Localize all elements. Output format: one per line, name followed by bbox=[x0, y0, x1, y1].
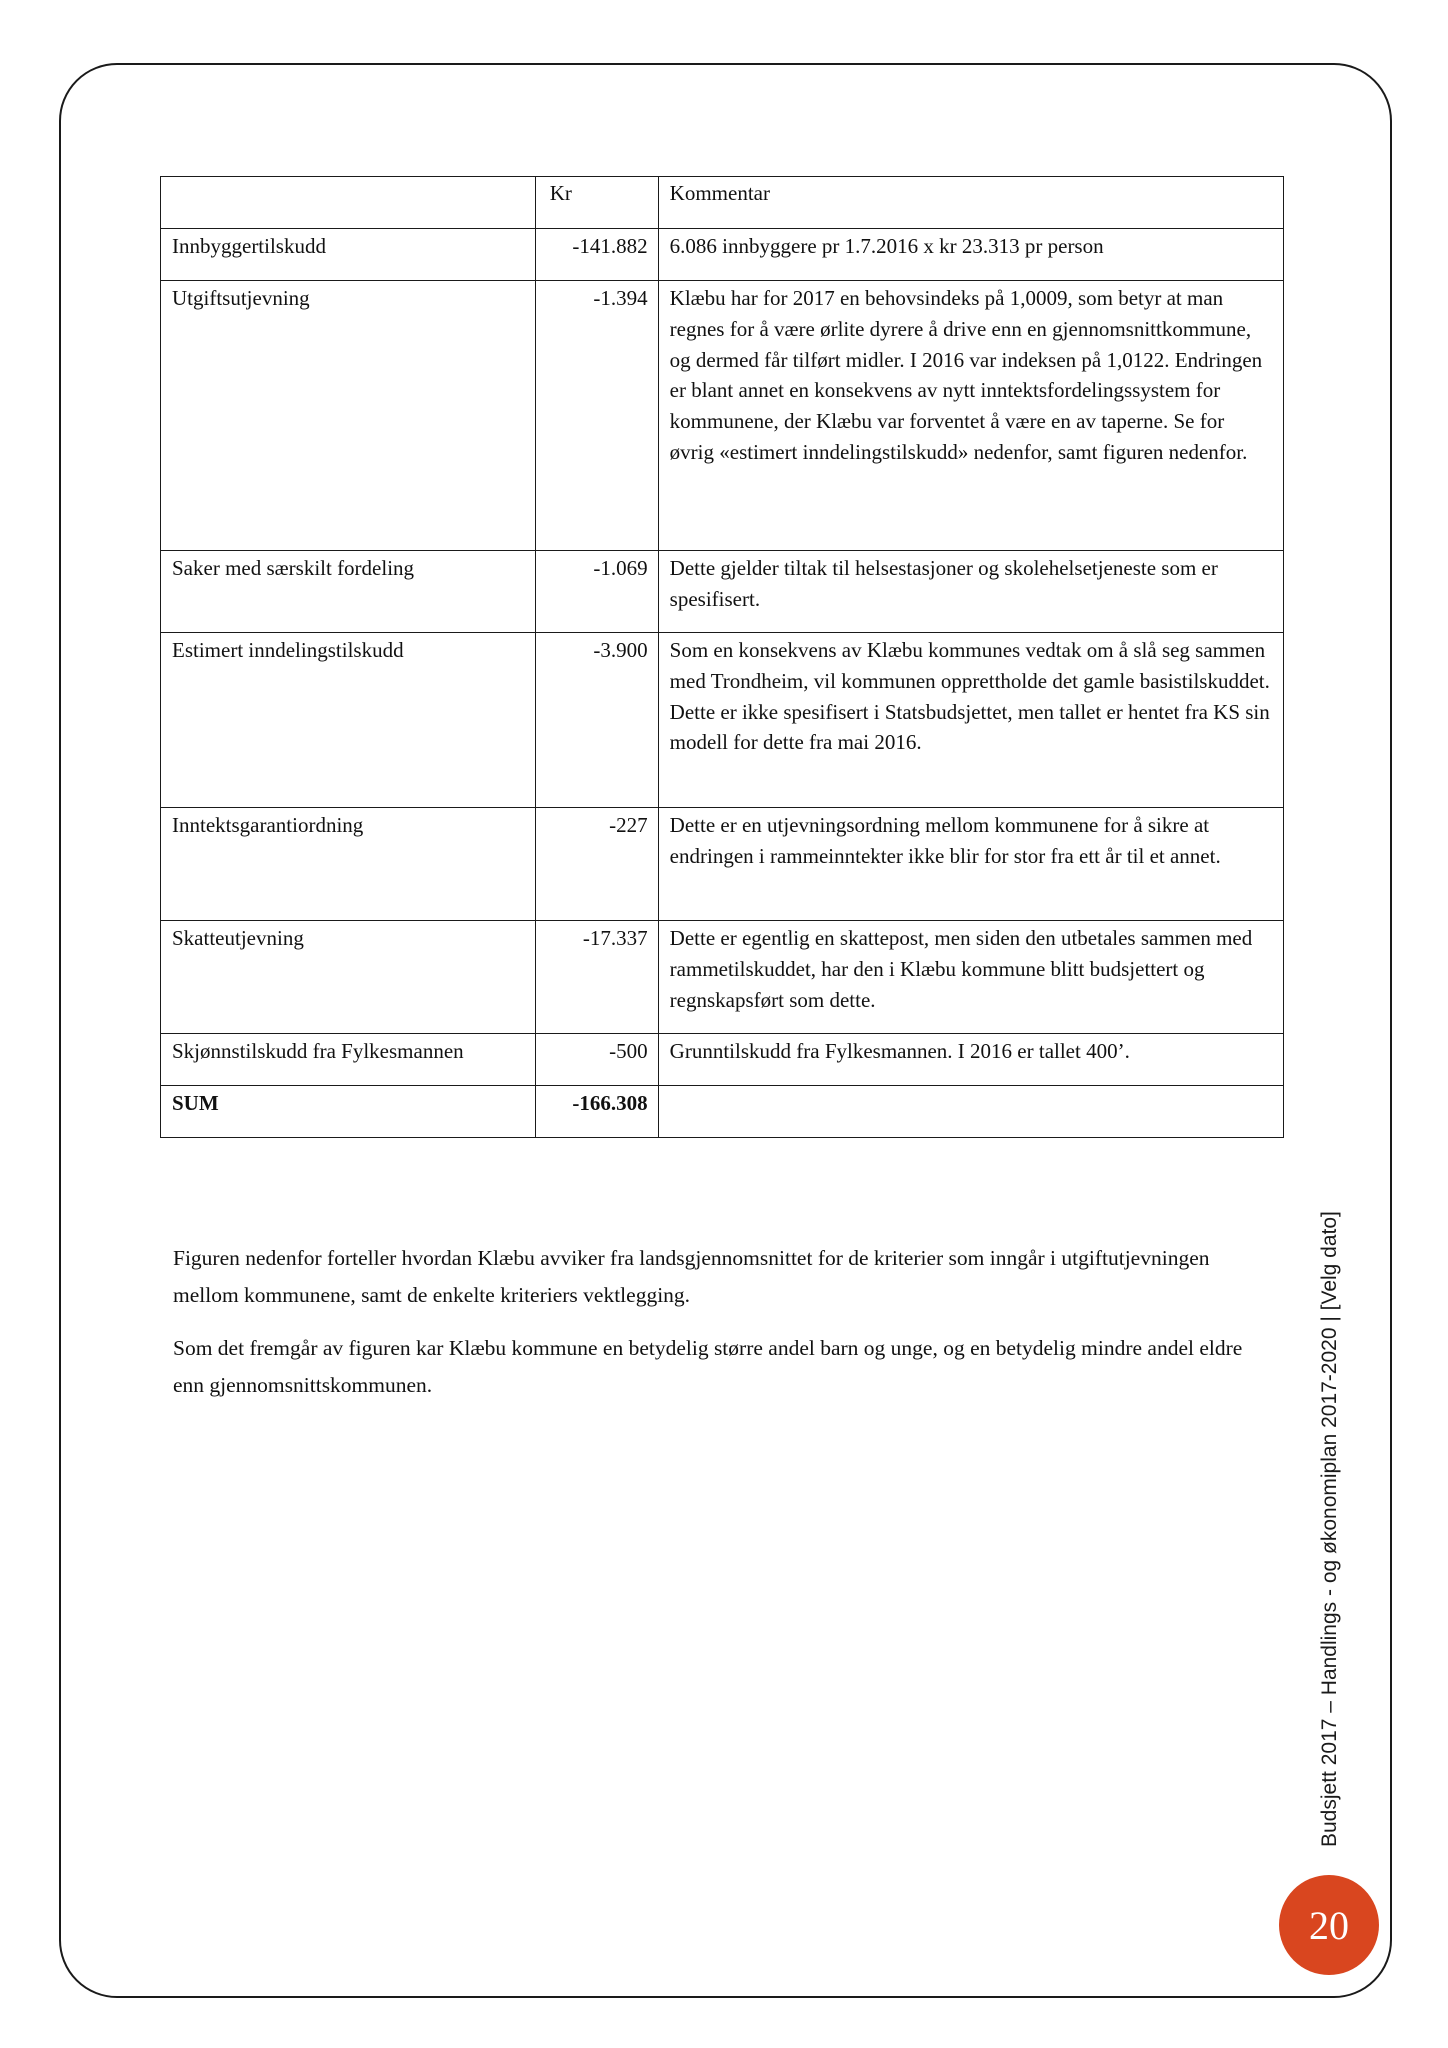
row-amount: -1.069 bbox=[535, 551, 658, 633]
row-comment: Klæbu har for 2017 en behovsindeks på 1,0009, som betyr at man regnes for å være ørlite dyrere å drive enn en gjennomsnittkommune, og dermed får tilført midler. I 2016 var indeksen på 1,0122. Endringen er blant annet en konsekvens av nytt inntektsfordelingssystem for kommunene, der Klæbu var forventet å være en av taperne. Se for øvrig «estimert inndelingstilskudd» nedenfor, samt figuren nedenfor. bbox=[658, 281, 1283, 551]
row-label: Innbyggertilskudd bbox=[161, 229, 536, 281]
row-comment: Dette gjelder tiltak til helsestasjoner og skolehelsetjeneste som er spesifisert. bbox=[658, 551, 1283, 633]
header-label-cell bbox=[161, 177, 536, 229]
row-amount: -500 bbox=[535, 1034, 658, 1086]
row-comment: Dette er en utjevningsordning mellom kommunene for å sikre at endringen i rammeinntekter ikke blir for stor fra ett år til et annet. bbox=[658, 808, 1283, 921]
table-row bbox=[161, 921, 1284, 1034]
page-number-badge: 20 bbox=[1279, 1875, 1379, 1975]
table-row bbox=[161, 229, 1284, 281]
paragraph-figure-intro: Figuren nedenfor forteller hvordan Klæbu avviker fra landsgjennomsnittet for de kriterier som inngår i utgiftutjevningen mellom kommunene, samt de enkelte kriteriers vektlegging. bbox=[173, 1246, 1210, 1307]
row-amount: -17.337 bbox=[535, 921, 658, 1034]
row-amount: -3.900 bbox=[535, 633, 658, 808]
row-amount: -227 bbox=[535, 808, 658, 921]
table-row bbox=[161, 1034, 1284, 1086]
sum-amount: -166.308 bbox=[535, 1086, 658, 1138]
paragraph-figure-summary: Som det fremgår av figuren kar Klæbu kommune en betydelig større andel barn og unge, og en betydelig mindre andel eldre enn gjennomsnittskommunen. bbox=[173, 1336, 1243, 1397]
row-label: Inntektsgarantiordning bbox=[161, 808, 536, 921]
row-label: Skatteutjevning bbox=[161, 921, 536, 1034]
row-label: Estimert inndelingstilskudd bbox=[161, 633, 536, 808]
budget-table bbox=[160, 176, 1284, 1138]
row-label: Utgiftsutjevning bbox=[161, 281, 536, 551]
sum-row bbox=[161, 1086, 1284, 1138]
table-row bbox=[161, 551, 1284, 633]
row-amount: -1.394 bbox=[535, 281, 658, 551]
sum-comment bbox=[658, 1086, 1283, 1138]
table-row bbox=[161, 633, 1284, 808]
row-comment: Som en konsekvens av Klæbu kommunes vedtak om å slå seg sammen med Trondheim, vil kommunen opprettholde det gamle basistilskuddet. Dette er ikke spesifisert i Statsbudsjettet, men tallet er hentet fra KS sin modell for dette fra mai 2016. bbox=[658, 633, 1283, 808]
row-comment: 6.086 innbyggere pr 1.7.2016 x kr 23.313 pr person bbox=[658, 229, 1283, 281]
row-label: Skjønnstilskudd fra Fylkesmannen bbox=[161, 1034, 536, 1086]
running-footer: Budsjett 2017 – Handlings - og økonomiplan 2017-2020 | [Velg dato] bbox=[1318, 1211, 1341, 1847]
sum-label: SUM bbox=[161, 1086, 536, 1138]
table-row bbox=[161, 808, 1284, 921]
row-label: Saker med særskilt fordeling bbox=[161, 551, 536, 633]
header-kr-cell: Kr bbox=[535, 177, 658, 229]
row-comment: Dette er egentlig en skattepost, men siden den utbetales sammen med rammetilskuddet, har den i Klæbu kommune blitt budsjettert og regnskapsført som dette. bbox=[658, 921, 1283, 1034]
header-comment-cell: Kommentar bbox=[658, 177, 1283, 229]
table-row bbox=[161, 281, 1284, 551]
table-header-row bbox=[161, 177, 1284, 229]
row-amount: -141.882 bbox=[535, 229, 658, 281]
row-comment: Grunntilskudd fra Fylkesmannen. I 2016 er tallet 400’. bbox=[658, 1034, 1283, 1086]
